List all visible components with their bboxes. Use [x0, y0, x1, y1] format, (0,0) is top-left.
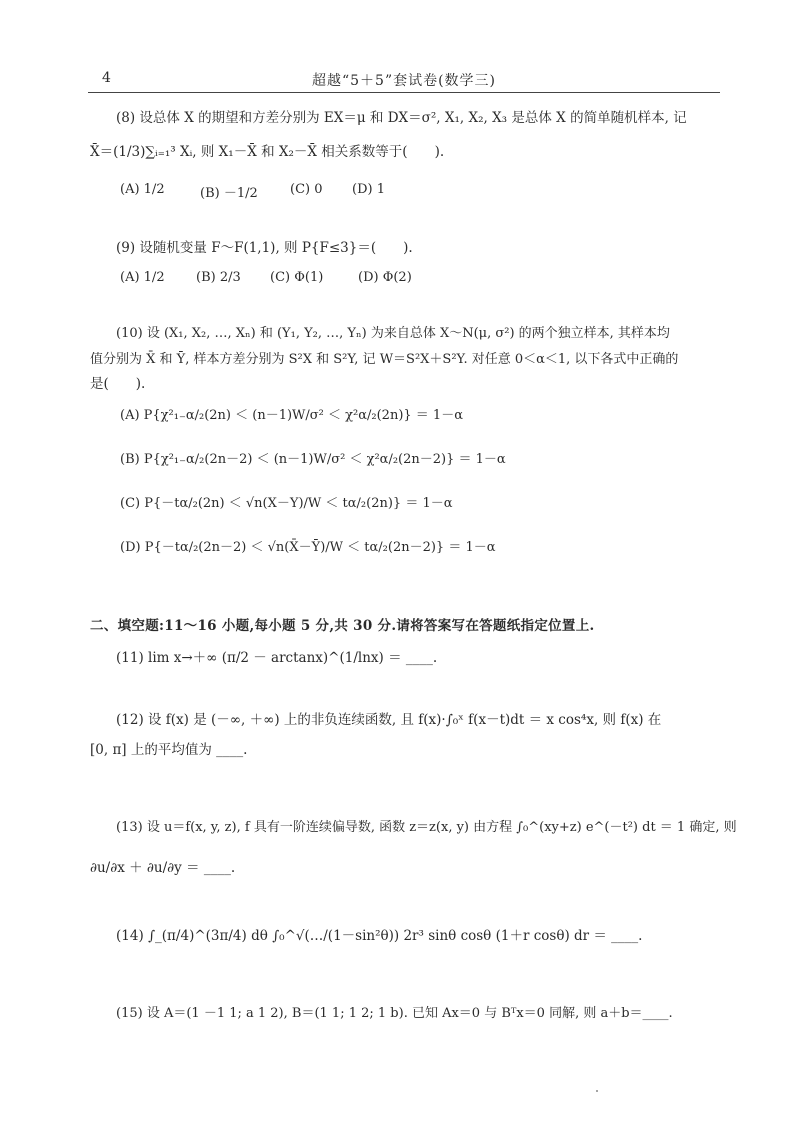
q15: (15) 设 A＝(1 －1 1; a 1 2), B＝(1 1; 1 2; 1 b). 已知 Ax＝0 与 Bᵀx＝0 同解, 则 a＋b＝____.	[116, 1006, 673, 1021]
scan-speck	[596, 1090, 598, 1092]
q10-option-d: (D) P{－tα/₂(2n－2) ＜ √n(X̄－Ȳ)/W ＜ tα/₂(2n－2)} ＝ 1－α	[120, 540, 496, 555]
q13-line1: (13) 设 u＝f(x, y, z), f 具有一阶连续偏导数, 函数 z＝z(x, y) 由方程 ∫₀^(xy+z) e^(－t²) dt ＝ 1 确定, 则	[116, 820, 737, 835]
q14: (14) ∫_(π/4)^(3π/4) dθ ∫₀^√(…/(1－sin²θ)) 2r³ sinθ cosθ (1＋r cosθ) dr ＝ ____.	[116, 928, 643, 944]
header-title: 超越“5＋5”套试卷(数学三)	[311, 73, 497, 89]
q8-line1: (8) 设总体 X 的期望和方差分别为 EX＝μ 和 DX＝σ², X₁, X₂, X₃ 是总体 X 的简单随机样本, 记	[116, 110, 687, 126]
section2-title: 二、填空题:11～16 小题,每小题 5 分,共 30 分.请将答案写在答题纸指定位置上.	[90, 618, 595, 634]
q9-option-b: (B) 2/3	[196, 270, 241, 285]
q12-line1: (12) 设 f(x) 是 (－∞, ＋∞) 上的非负连续函数, 且 f(x)·∫₀ˣ f(x－t)dt ＝ x cos⁴x, 则 f(x) 在	[116, 712, 662, 728]
q9-line1: (9) 设随机变量 F～F(1,1), 则 P{F≤3}＝( ).	[116, 240, 413, 256]
q9-option-c: (C) Φ(1)	[270, 270, 324, 285]
q8-option-b: (B) －1/2	[200, 186, 258, 201]
q10-option-a: (A) P{χ²₁₋α/₂(2n) ＜ (n－1)W/σ² ＜ χ²α/₂(2n)} ＝ 1－α	[120, 408, 463, 423]
q8-line2: X̄＝(1/3)∑ᵢ₌₁³ Xᵢ, 则 X₁－X̄ 和 X₂－X̄ 相关系数等于( ).	[90, 144, 445, 160]
page-number: 4	[102, 70, 111, 86]
q9-option-d: (D) Φ(2)	[358, 270, 412, 285]
page-header	[88, 70, 720, 93]
q12-line2: [0, π] 上的平均值为 ____.	[90, 742, 248, 758]
q10-option-c: (C) P{－tα/₂(2n) ＜ √n(X－Y)/W ＜ tα/₂(2n)} ＝ 1－α	[120, 496, 453, 511]
q10-line2: 值分别为 X̄ 和 Ȳ, 样本方差分别为 S²X 和 S²Y, 记 W＝S²X＋S²Y. 对任意 0＜α＜1, 以下各式中正确的	[90, 352, 679, 367]
q10-line3: 是( ).	[90, 376, 146, 392]
q10-option-b: (B) P{χ²₁₋α/₂(2n－2) ＜ (n－1)W/σ² ＜ χ²α/₂(2n－2)} ＝ 1－α	[120, 452, 506, 467]
q10-line1: (10) 设 (X₁, X₂, …, Xₙ) 和 (Y₁, Y₂, …, Yₙ) 为来自总体 X～N(μ, σ²) 的两个独立样本, 其样本均	[116, 326, 670, 341]
q8-option-d: (D) 1	[352, 182, 385, 197]
q9-option-a: (A) 1/2	[120, 270, 165, 285]
q13-line2: ∂u/∂x ＋ ∂u/∂y ＝ ____.	[90, 860, 236, 876]
q8-option-c: (C) 0	[290, 182, 323, 197]
q11: (11) lim x→＋∞ (π/2 － arctanx)^(1/lnx) ＝ ____.	[116, 650, 438, 666]
q8-option-a: (A) 1/2	[120, 182, 165, 197]
